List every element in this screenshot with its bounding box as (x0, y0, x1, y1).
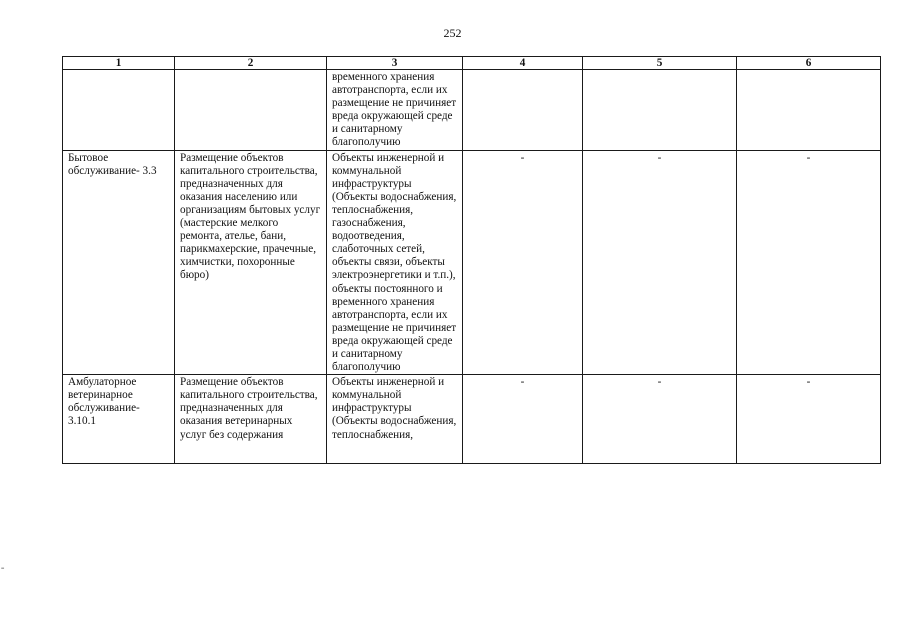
cell-text: Объекты инженерной и коммунальной инфраструктуры (Объекты водоснабжения, теплоснабжения, (332, 376, 457, 441)
table-cell (463, 70, 583, 151)
table-cell (737, 70, 881, 151)
table-cell (175, 70, 327, 151)
margin-mark: ≡ (1, 566, 5, 572)
table-row (63, 150, 881, 375)
column-header-4: 4 (463, 57, 583, 70)
column-header-5: 5 (583, 57, 737, 70)
table-cell-auxiliary-objects: Объекты инженерной и коммунальной инфраструктуры (Объекты водоснабжения, теплоснабжения, газоснабжения, водоотведения, слаботочных сетей, объекты связи, объекты электроэнергетики и т.п.), объекты постоянного и временного хранения автотранспорта, если их размещение не причиняет вреда окружающей среде и санитарному благополучию (327, 150, 463, 375)
table-cell-param-4: - (463, 150, 583, 375)
table-cell-utilities-continued: временного хранения автотранспорта, если их размещение не причиняет вреда окружающей среде и санитарному благополучию (327, 70, 463, 151)
table-cell-param-5: - (583, 150, 737, 375)
table-cell-param-6: - (737, 150, 881, 375)
table-cell (63, 70, 175, 151)
table-cell-param-5 (583, 375, 737, 464)
table-cell (583, 70, 737, 151)
column-header-2: 2 (175, 57, 327, 70)
table-header-row (63, 57, 881, 70)
column-header-6: 6 (737, 57, 881, 70)
table-cell-param-6 (737, 375, 881, 464)
table-row-continuation (63, 70, 881, 151)
table-cell-description (175, 375, 327, 464)
land-use-table (62, 56, 881, 464)
page-number: 252 (443, 26, 462, 40)
cell-text: Размещение объектов капитального строительства, предназначенных для оказания ветеринарных услуг без содержания (180, 376, 318, 441)
column-header-3: 3 (327, 57, 463, 70)
cell-text: - (520, 376, 525, 389)
table-cell-use-type: Бытовое обслуживание- 3.3 (63, 150, 175, 375)
table-cell-use-type (63, 375, 175, 464)
cell-text: - (657, 376, 662, 389)
table-cell-param-4 (463, 375, 583, 464)
table-row (63, 375, 881, 464)
table-cell-description: Размещение объектов капитального строительства, предназначенных для оказания населению или организациям бытовых услуг (мастерские мелкого ремонта, ателье, бани, парикмахерские, прачечные, химчистки, похоронные бюро) (175, 150, 327, 375)
cell-text: - (806, 376, 811, 389)
column-header-1: 1 (63, 57, 175, 70)
table-cell-auxiliary-objects (327, 375, 463, 464)
cell-text: Амбулаторное ветеринарное обслуживание- 3.10.1 (68, 376, 140, 428)
